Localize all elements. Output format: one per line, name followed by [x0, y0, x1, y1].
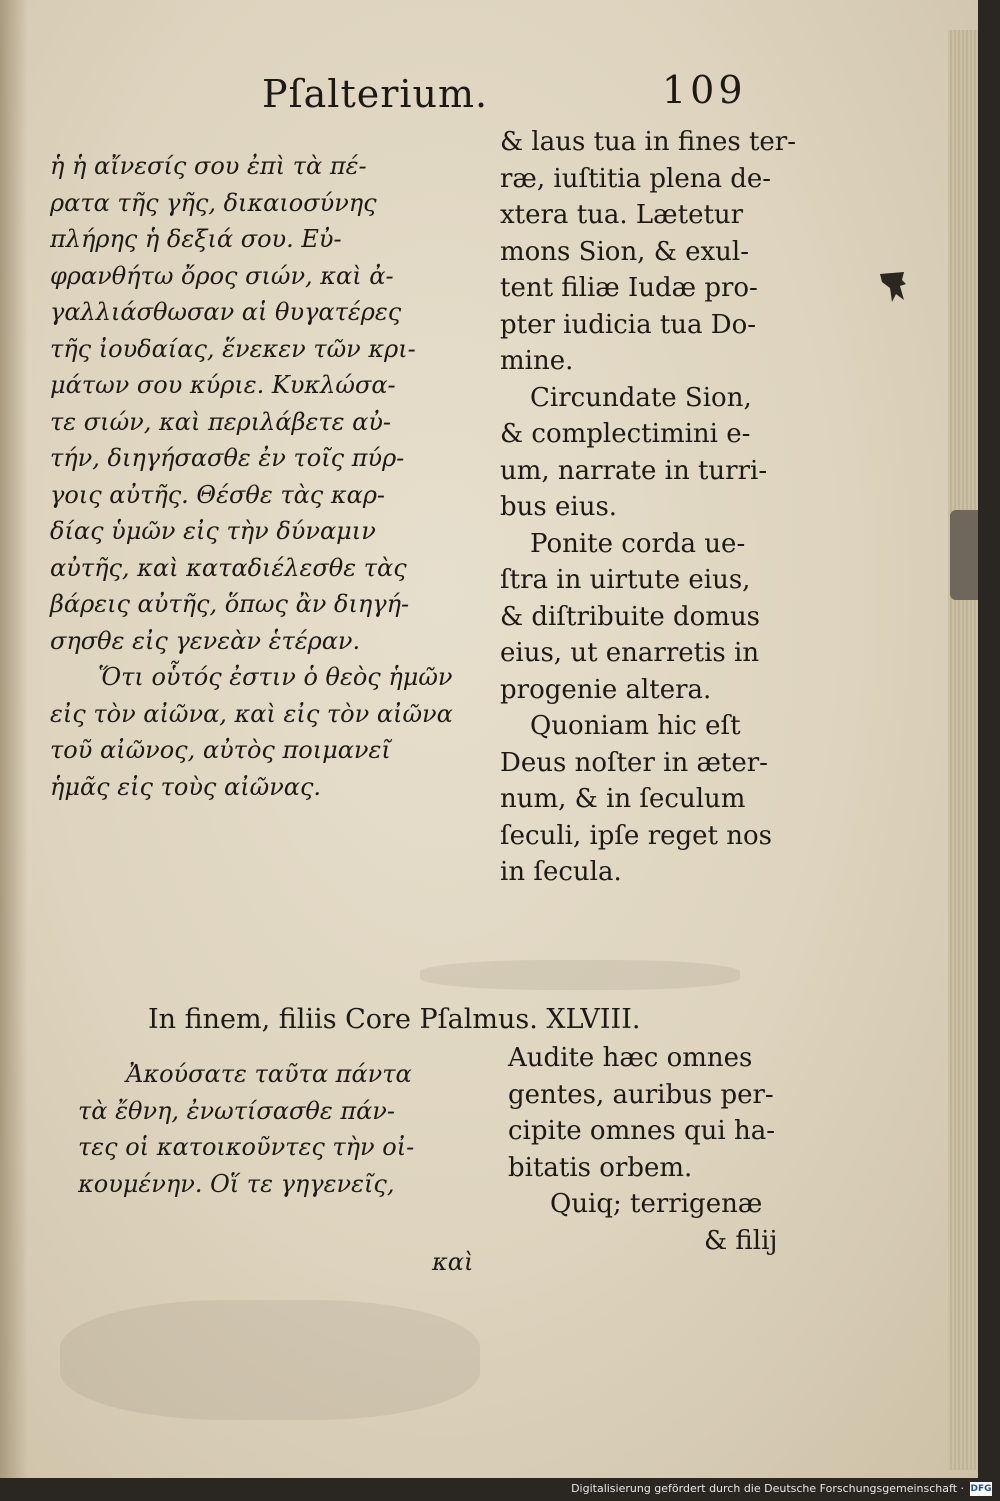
latin-line: Circundate Sion, [530, 382, 752, 413]
latin-line: & filij [704, 1225, 778, 1256]
dfg-logo: DFG [970, 1484, 992, 1494]
greek-line: Ὅτι οὗτός ἐστιν ὁ θεὸς ἡμῶν [98, 663, 453, 691]
latin-column [500, 124, 800, 891]
greek-line: Ἀκούσατε ταῦτα πάντα [126, 1060, 412, 1088]
greek-line: τε σιών, καὶ περιλάβετε αὐ- [50, 407, 392, 436]
catchword: καὶ [432, 1248, 474, 1276]
latin-line: mons Sion, & exul- [500, 236, 750, 267]
greek-line: ἡ ἡ αἴνεσίς σου ἐπὶ τὰ πέ- [50, 152, 367, 180]
page-tab [950, 510, 978, 600]
latin-line: progenie altera. [500, 674, 712, 705]
ink-bleed [420, 960, 740, 990]
greek-line: γοις αὐτῆς. Θέσθε τὰς καρ- [50, 480, 386, 509]
greek-line: πλήρης ἡ δεξιά σου. Εὐ- [50, 225, 342, 253]
page-number: 109 [662, 68, 747, 112]
latin-line: ræ, iuſtitia plena de- [500, 163, 772, 194]
binding-shadow [0, 0, 28, 1478]
latin-line: Audite hæc omnes [508, 1043, 753, 1073]
greek-line: βάρεις αὐτῆς, ὅπως ἂν διηγή- [50, 590, 410, 618]
greek-line: τοῦ αἰῶνος, αὐτὸς ποιμανεῖ [50, 736, 391, 764]
latin-line: cipite omnes qui ha- [508, 1116, 775, 1146]
latin-line: mine. [500, 346, 574, 376]
greek-line: γαλλιάσθωσαν αἱ θυγατέρες [50, 298, 402, 326]
latin-line: & complectimini e- [500, 419, 751, 449]
latin-line: Quoniam hic eſt [530, 711, 741, 741]
greek-column [50, 148, 490, 805]
latin-line: num, & in ſeculum [500, 784, 746, 814]
latin-line: pter iudicia tua Do- [500, 309, 757, 340]
greek-line: μάτων σου κύριε. Κυκλώσα- [50, 371, 396, 399]
greek-line: κουμένην. Οἵ τε γηγενεῖς, [78, 1169, 395, 1198]
greek-line: ἡμᾶς εἰς τοὺς αἰῶνας. [50, 772, 322, 801]
latin-line: um, narrate in turri- [500, 455, 768, 486]
latin-line: ſeculi, ipſe reget nos [500, 820, 773, 851]
psalm-heading: In finem, filiis Core Pſalmus. XLVIII. [148, 1004, 641, 1035]
latin-line: Deus noſter in æter- [500, 747, 768, 778]
marginal-pointer-icon [878, 270, 908, 304]
latin-line: ſtra in uirtute eius, [500, 565, 751, 595]
greek-line: αὐτῆς, καὶ καταδιέλεσθε τὰς [50, 553, 407, 582]
greek-line: ρατα τῆς γῆς, δικαιοσύνης [50, 188, 377, 217]
greek-line: τήν, διηγήσασθε ἐν τοῖς πύρ- [50, 444, 405, 472]
running-head: Pſalterium. [262, 72, 489, 116]
greek-line: φρανθήτω ὄρος σιών, καὶ ἀ- [50, 261, 394, 290]
latin-line: & laus tua in fines ter- [500, 127, 796, 157]
latin-column-psalm-48 [508, 1040, 808, 1259]
latin-line: gentes, auribus per- [508, 1079, 774, 1110]
scan-background [978, 0, 1000, 1501]
greek-line: δίας ὑμῶν εἰς τὴν δύναμιν [50, 517, 376, 545]
latin-line: in ſecula. [500, 857, 622, 887]
greek-line: τες οἱ κατοικοῦντες τὴν οἰ- [78, 1133, 415, 1161]
latin-line: & diſtribuite domus [500, 601, 761, 632]
ink-bleed [60, 1300, 480, 1420]
greek-column-psalm-48 [78, 1056, 498, 1202]
greek-line: εἰς τὸν αἰῶνα, καὶ εἰς τὸν αἰῶνα [50, 699, 453, 728]
greek-line: τῆς ἰουδαίας, ἕνεκεν τῶν κρι- [50, 334, 416, 363]
latin-line: bus eius. [500, 492, 618, 522]
digitization-credit: Digitalisierung gefördert durch die Deutsche Forschungsgemeinschaft · [571, 1482, 964, 1495]
latin-line: bitatis orbem. [508, 1152, 693, 1183]
greek-line: σησθε εἰς γενεὰν ἑτέραν. [50, 626, 361, 655]
page-edges [948, 30, 978, 1470]
latin-line: Ponite corda ue- [530, 528, 746, 559]
latin-line: tent filiæ Iudæ pro- [500, 273, 758, 303]
latin-line: xtera tua. Lætetur [500, 200, 744, 230]
latin-line: eius, ut enarretis in [500, 638, 760, 668]
latin-line: Quiq; terrigenæ [550, 1189, 763, 1219]
greek-line: τὰ ἔθνη, ἐνωτίσασθε πάν- [78, 1096, 396, 1125]
